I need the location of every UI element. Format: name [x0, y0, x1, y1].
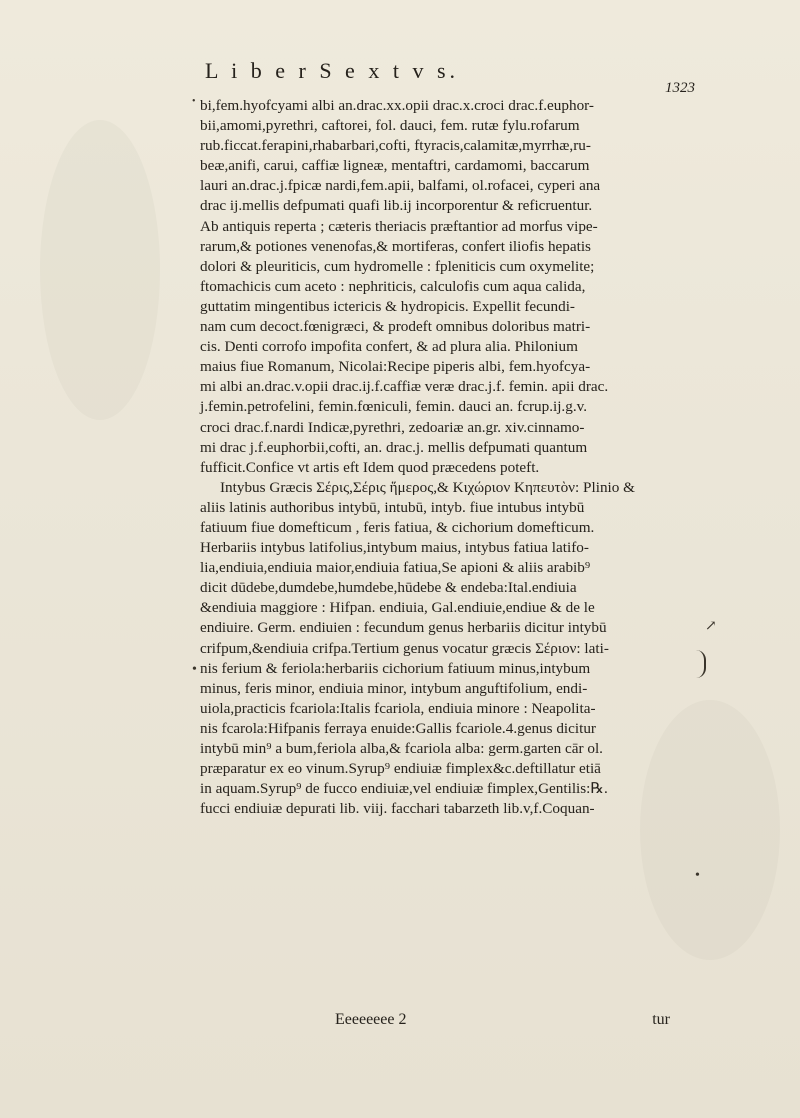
- bullet-mark: •: [695, 868, 700, 883]
- page-number: 1323: [665, 80, 695, 96]
- text-line: bi,fem.hyofcyami albi an.drac.xx.opii drac.x.croci drac.f.euphor-: [200, 97, 594, 114]
- text-line: uiola,practicis fcariola:Italis fcariola, endiuia minore : Neapolita-: [200, 699, 596, 717]
- text-line: rub.ficcat.ferapini,rhabarbari,cofti, ftyracis,calamitæ,myrrhæ,ru-: [200, 137, 591, 155]
- text-line: fufficit.Confice vt artis eft Idem quod præcedens poteft.: [200, 458, 540, 476]
- text-line: mi albi an.drac.v.opii drac.ij.f.caffiæ veræ drac.j.f. femin. apii drac.: [200, 378, 609, 396]
- running-head: L i b e r S e x t v s.: [205, 58, 459, 83]
- text-line: crifpum,&endiuia crifpa.Tertium genus vocatur græcis Σέριον: lati-: [200, 639, 609, 657]
- bullet-mark: •: [192, 662, 197, 677]
- text-line: fatiuum fiue domefticum , feris fatiua, & cichorium domefticum.: [200, 518, 595, 536]
- text-line: endiuire. Germ. endiuien : fecundum genus herbariis dicitur intybū: [200, 619, 607, 637]
- text-line: drac ij.mellis defpumati quafi lib.ij incorporentur & reficruentur.: [200, 197, 593, 215]
- text-line: in aquam.Syrup⁹ de fucco endiuiæ,vel endiuiæ fimplex,Gentilis:℞.: [200, 780, 608, 798]
- text-line: præparatur ex eo vinum.Syrup⁹ endiuiæ fimplex&c.deftillatur etiā: [200, 760, 601, 778]
- text-line: beæ,anifi, carui, caffiæ ligneæ, mentaftri, cardamomi, baccarum: [200, 157, 590, 175]
- text-line: Ab antiquis reperta ; cæteris theriacis præftantior ad morfus vipe-: [200, 217, 598, 235]
- text-line: croci drac.f.nardi Indicæ,pyrethri, zedoariæ an.gr. xiv.cinnamo-: [200, 418, 585, 436]
- text-line: dicit dūdebe,dumdebe,humdebe,hūdebe & endeba:Ital.endiuia: [200, 579, 577, 597]
- text-line: ftomachicis cum aceto : nephriticis, calculofis cum aqua calida,: [200, 277, 586, 295]
- text-line: mi drac j.f.euphorbii,cofti, an. drac.j. mellis defpumati quantum: [200, 438, 588, 456]
- page-footer: [200, 1011, 670, 1035]
- text-line: maius fiue Romanum, Nicolai:Recipe piperis albi, fem.hyofcya-: [200, 358, 591, 376]
- text-line: nis ferium & feriola:herbariis cichorium fatiuum minus,intybum: [200, 659, 591, 677]
- text-line: guttatim mingentibus ictericis & hydropicis. Expellit fecundi-: [200, 297, 575, 315]
- text-line: rarum,& potiones venenofas,& mortiferas, confert iliofis hepatis: [200, 237, 591, 255]
- catchword: tur: [652, 1011, 670, 1028]
- text-line: nis fcarola:Hifpanis ferraya enuide:Gallis fcariole.4.genus dicitur: [200, 719, 596, 737]
- ink-mark: ↗: [705, 619, 717, 634]
- text-line: cis. Denti corrofo impofita confert, & ad plura alia. Philonium: [200, 338, 578, 356]
- text-line: aliis latinis authoribus intybū, intubū, intyb. fiue intubus intybū: [200, 498, 585, 516]
- text-line: Herbariis intybus latifolius,intybum maius, intybus fatiua latifo-: [200, 539, 589, 557]
- text-line: Intybus Græcis Σέρις,Σέρις ἥμερος,& Κιχώριον Κηπευτὸν: Plinio &: [220, 478, 635, 496]
- text-line: minus, feris minor, endiuia minor, intybum anguftifolium, endi-: [200, 679, 588, 697]
- bullet-mark: •: [192, 96, 196, 107]
- text-line: dolori & pleuriticis, cum hydromelle : fpleniticis cum oxymelite;: [200, 257, 595, 275]
- signature-mark: Eeeeeeee 2: [335, 1011, 407, 1028]
- text-line: lia,endiuia,endiuia maior,endiuia fatiua,Se apioni & aliis arabib⁹: [200, 559, 591, 577]
- main-text-block: [200, 96, 670, 819]
- margin-bracket-mark: [690, 650, 706, 678]
- text-line: lauri an.drac.j.fpicæ nardi,fem.apii, balfami, ol.rofacei, cyperi ana: [200, 177, 601, 195]
- text-line: &endiuia maggiore : Hifpan. endiuia, Gal.endiuie,endiue & de le: [200, 599, 595, 617]
- text-line: fucci endiuiæ depurati lib. viij. facchari tabarzeth lib.v,f.Coquan-: [200, 800, 595, 818]
- text-line: bii,amomi,pyrethri, caftorei, fol. dauci, fem. rutæ fylu.rofarum: [200, 117, 580, 135]
- paper-stain: [40, 120, 160, 420]
- text-line: j.femin.petrofelini, femin.fœniculi, femin. dauci an. fcrup.ij.g.v.: [200, 398, 588, 416]
- text-line: nam cum decoct.fœnigræci, & prodeft omnibus doloribus matri-: [200, 318, 591, 336]
- text-line: intybū min⁹ a bum,feriola alba,& fcariola alba: germ.garten cār ol.: [200, 740, 603, 757]
